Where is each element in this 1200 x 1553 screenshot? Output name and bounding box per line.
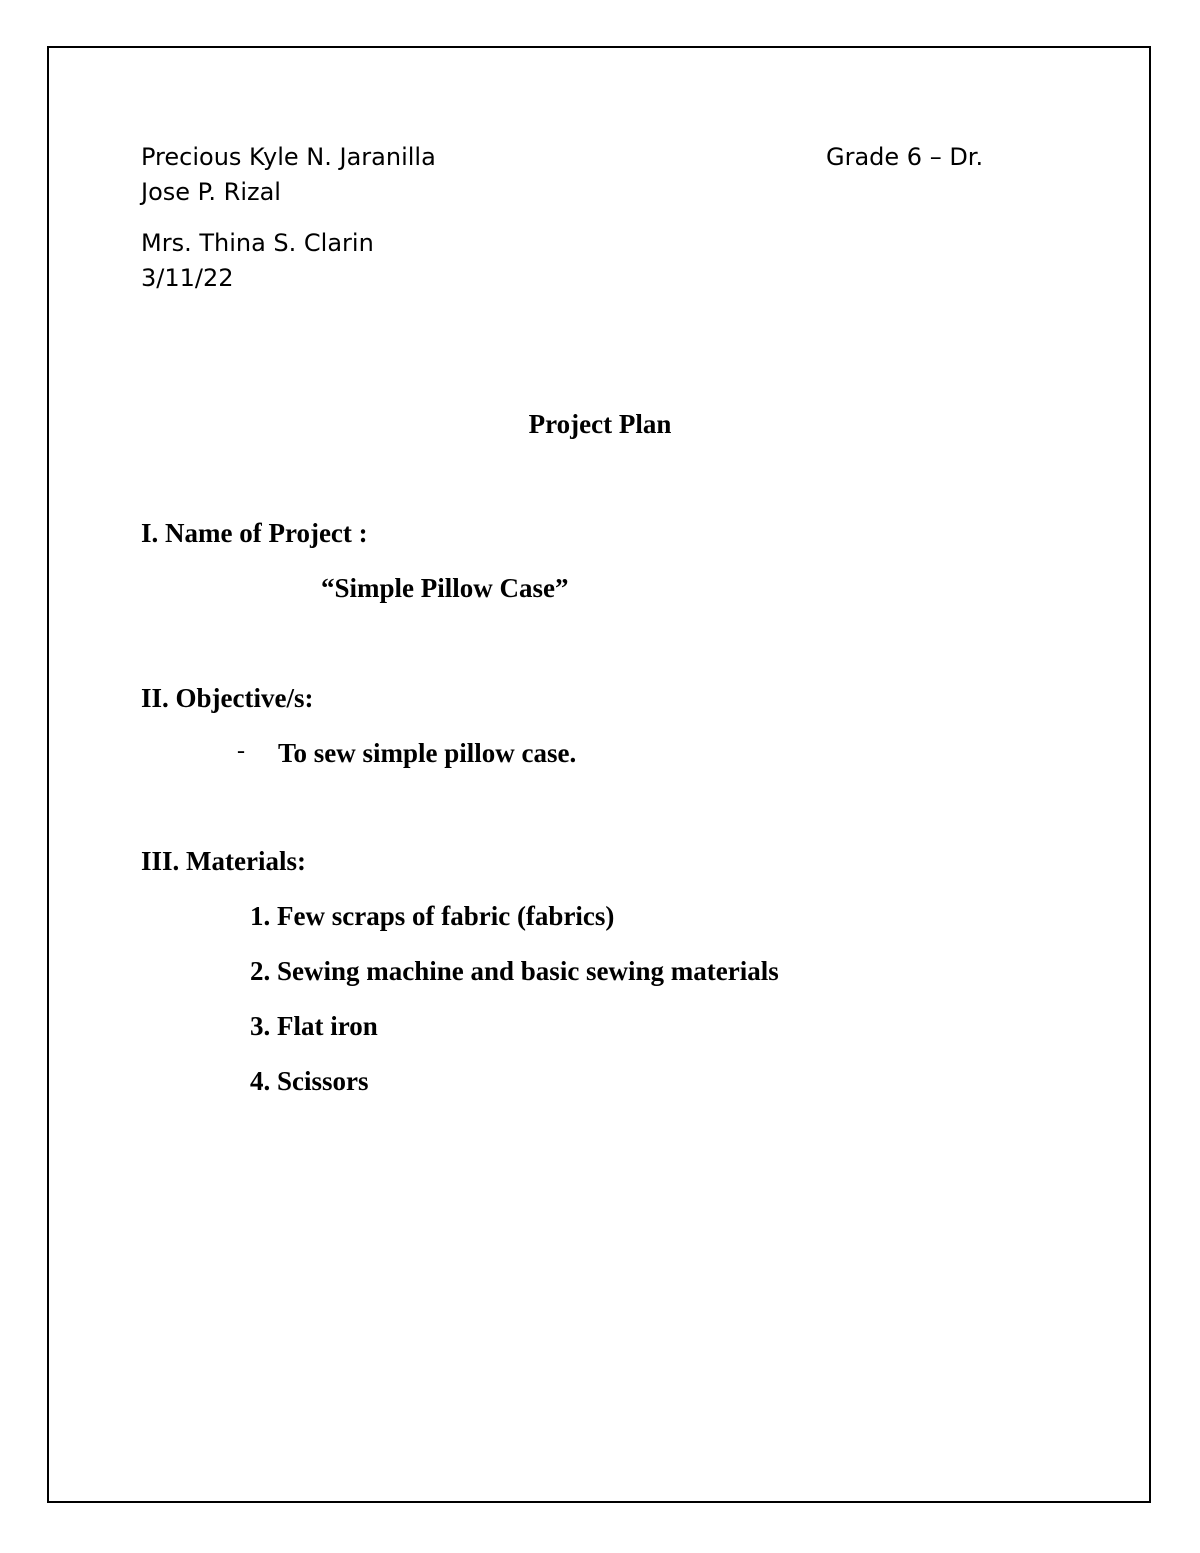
materials-heading: III. Materials: bbox=[141, 846, 306, 876]
material-item: 2. Sewing machine and basic sewing materials bbox=[250, 956, 779, 986]
document-title: Project Plan bbox=[528, 409, 672, 439]
materials-list bbox=[250, 900, 779, 1120]
material-item: 4. Scissors bbox=[250, 1066, 369, 1096]
name-of-project-heading: I. Name of Project : bbox=[141, 518, 368, 548]
teacher-name: Mrs. Thina S. Clarin bbox=[141, 229, 374, 257]
objective-bullet: - bbox=[237, 738, 245, 764]
project-name: “Simple Pillow Case” bbox=[321, 573, 569, 603]
student-name: Precious Kyle N. Jaranilla bbox=[141, 143, 436, 171]
grade-section: Grade 6 – Dr. bbox=[826, 143, 984, 171]
objective-item: To sew simple pillow case. bbox=[278, 738, 577, 768]
section-name: Jose P. Rizal bbox=[141, 178, 281, 206]
document-date: 3/11/22 bbox=[141, 264, 234, 292]
material-item: 1. Few scraps of fabric (fabrics) bbox=[250, 901, 615, 931]
material-item: 3. Flat iron bbox=[250, 1011, 378, 1041]
objectives-heading: II. Objective/s: bbox=[141, 683, 314, 713]
